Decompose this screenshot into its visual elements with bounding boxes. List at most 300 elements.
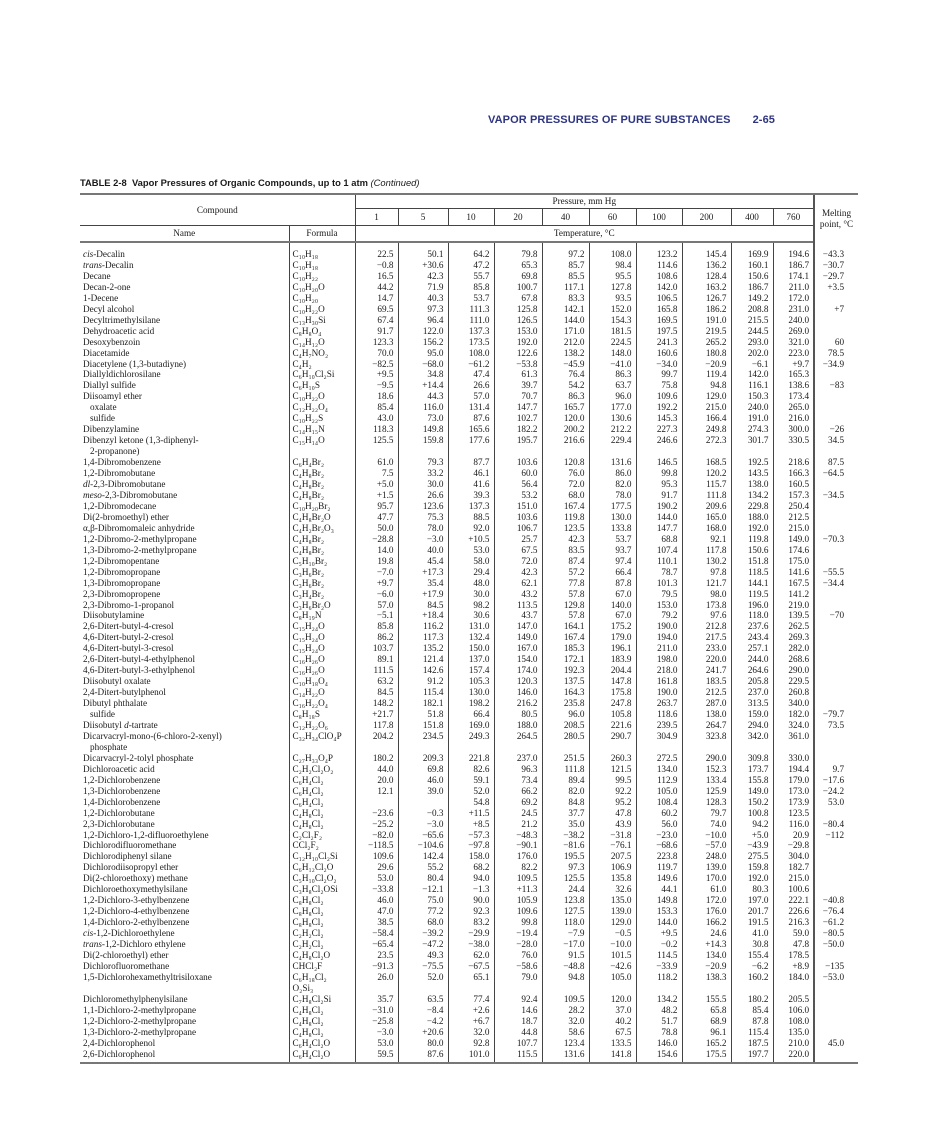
temperature-value: 87.4 [542,556,589,567]
compound-name-text: Dibutyl phthalate [83,698,148,709]
temperature-value: 96.0 [542,709,589,720]
temperature-value: 160.2 [731,972,773,983]
compound-formula: C₁₀H₂₂O [289,391,355,402]
temperature-value: 280.5 [542,731,589,742]
temperature-value: 160.5 [773,479,814,490]
temperature-value: 148.2 [355,698,398,709]
temperature-value: 86.3 [542,391,589,402]
temperature-value: 93.7 [589,545,636,556]
compound-name [80,260,289,271]
melting-point-value: 9.7 [814,764,858,775]
table-row [80,665,858,676]
table-row [80,720,858,731]
compound-name [80,337,289,348]
temperature-value: −75.5 [398,961,448,972]
temperature-value: 134.0 [636,764,682,775]
temperature-value: 96.0 [589,391,636,402]
temperature-value: 207.5 [589,851,636,862]
compound-name [80,1016,289,1027]
temperature-value: 95.2 [589,797,636,808]
temperature-value: 153.3 [636,906,682,917]
temperature-value: 87.7 [448,457,494,468]
compound-name-text: 1,2-Dibromopropane [83,566,161,577]
temperature-value: 209.6 [682,501,731,512]
temperature-value: 41.0 [731,928,773,939]
temperature-value: 103.6 [494,512,542,523]
compound-name [80,687,289,698]
temperature-value: 87.6 [398,1049,448,1063]
compound-name-text: 1,3-Dichlorobenzene [83,785,161,796]
compound-name-text: 1,2-Dibromo-2-methylpropane [83,533,197,544]
compound-formula [289,446,355,457]
temperature-value: 144.0 [636,917,682,928]
temperature-value: 175.5 [682,1049,731,1063]
temperature-value: +10.5 [448,534,494,545]
compound-formula: C₄H₈Br₂ [289,468,355,479]
compound-formula: C₈H₈O₄ [289,326,355,337]
temperature-value: 118.0 [542,917,589,928]
temperature-value: 119.8 [542,512,589,523]
temperature-value: 330.5 [773,435,814,446]
table-row [80,621,858,632]
temperature-value: 109.5 [494,873,542,884]
compound-name [80,808,289,819]
table-row [80,348,858,359]
temperature-value: 290.7 [589,731,636,742]
temperature-value: −4.2 [398,1016,448,1027]
temperature-value: 56.4 [494,479,542,490]
temperature-value: 192.0 [731,523,773,534]
temperature-value: 92.3 [448,906,494,917]
compound-name [80,293,289,304]
temperature-value: 215.0 [773,873,814,884]
temperature-value: 69.8 [494,271,542,282]
temperature-value: 191.0 [731,413,773,424]
compound-formula: C₃H₆Br₂O [289,600,355,611]
compound-name-text: Decyltrimethylsilane [83,314,161,325]
compound-name-text: 1,4-Dibromobenzene [83,457,161,468]
temperature-value: 79.0 [494,972,542,983]
temperature-value: 67.0 [589,610,636,621]
temperature-value: 130.2 [682,556,731,567]
melting-point-value: 34.5 [814,435,858,446]
temperature-value: 94.8 [682,380,731,391]
temperature-value: −0.2 [636,939,682,950]
temperature-value [636,983,682,994]
temperature-value: 91.7 [355,326,398,337]
temperature-value: 70.0 [355,348,398,359]
temperature-value: 192.3 [542,665,589,676]
table-row [80,304,858,315]
temperature-value: 131.4 [448,402,494,413]
temperature-value [398,742,448,753]
compound-name-italic-prefix: meso [83,489,102,500]
temperature-value: 309.8 [731,753,773,764]
temperature-value: 114.6 [636,260,682,271]
temperature-value: −17.0 [542,939,589,950]
temperature-value: 48.2 [636,1005,682,1016]
compound-name-text: 1,2-Dichlorobutane [83,807,155,818]
melting-point-value: −64.5 [814,468,858,479]
temperature-value: 85.8 [448,282,494,293]
temperature-value: −38.0 [448,939,494,950]
compound-formula: C₃H₆Br₂ [289,567,355,578]
temperature-value: 120.2 [682,468,731,479]
table-row [80,242,858,260]
compound-header: Compound [80,194,355,226]
temperature-value: 239.5 [636,720,682,731]
temperature-value: 166.3 [773,468,814,479]
temperature-value: 133.8 [589,523,636,534]
temperature-value [448,742,494,753]
temperature-value [542,742,589,753]
compound-formula: C₁₀H₁₈ [289,260,355,271]
temperature-value: 87.6 [448,413,494,424]
temperature-value: 146.0 [636,1038,682,1049]
temperature-value: 183.9 [589,654,636,665]
temperature-value: 125.9 [682,786,731,797]
table-row [80,830,858,841]
temperature-value: 100.8 [731,808,773,819]
compound-formula: C₁₅H₂₄O [289,621,355,632]
temperature-value [494,446,542,457]
compound-name-text: 1,3-Dichloro-2-methylpropane [83,1026,197,1037]
table-row [80,271,858,282]
compound-name-text: Dibenzylamine [83,424,140,435]
temperature-value: 145.4 [682,242,731,260]
temperature-value: 38.5 [355,917,398,928]
temperature-value: 78.7 [636,567,682,578]
compound-name [80,709,289,720]
temperature-value: 54.8 [448,797,494,808]
melting-point-value [814,698,858,709]
temperature-value: 144.0 [636,512,682,523]
temperature-value: 68.2 [448,862,494,873]
temperature-value: +1.5 [355,490,398,501]
temperature-value: 97.4 [589,556,636,567]
temperature-value: 95.7 [355,501,398,512]
temperature-value: 130.0 [589,512,636,523]
temperature-value: 82.6 [448,764,494,775]
temperature-value: 87.8 [731,1016,773,1027]
temperature-value: 68.8 [636,534,682,545]
temperature-value: 120.0 [542,413,589,424]
temperature-value: 75.3 [398,512,448,523]
compound-name-text: 1,2-Dichloro-4-ethylbenzene [83,906,190,917]
temperature-value: 97.8 [682,567,731,578]
melting-point-value [814,983,858,994]
temperature-value: 46.0 [355,895,398,906]
table-row [80,501,858,512]
compound-name-text: 1,2-Dibromodecane [83,500,157,511]
temperature-value: 165.8 [636,304,682,315]
temperature-value: 35.7 [355,994,398,1005]
compound-name-suffix: -Decalin [101,259,134,270]
temperature-value: 134.2 [636,994,682,1005]
temperature-value: 237.6 [731,621,773,632]
table-row [80,884,858,895]
temperature-value: 43.0 [355,413,398,424]
temperature-value: −28.0 [494,939,542,950]
temperature-value: 99.8 [494,917,542,928]
temperature-header: Temperature, °C [355,226,814,243]
temperature-value: 111.8 [542,764,589,775]
compound-name [80,819,289,830]
temperature-value: 91.5 [542,950,589,961]
table-row [80,402,858,413]
table-title [80,177,420,188]
temperature-value: 205.8 [731,676,773,687]
temperature-value: 135.8 [589,873,636,884]
temperature-value: 122.0 [398,326,448,337]
temperature-value: 108.6 [636,271,682,282]
temperature-value: 340.0 [773,698,814,709]
temperature-value: 220.0 [773,1049,814,1063]
compound-formula: C₄H₈Br₂ [289,534,355,545]
temperature-value: 237.0 [731,687,773,698]
temperature-value: 222.1 [773,895,814,906]
temperature-value: 160.6 [636,348,682,359]
compound-name-text: Dichlorodiphenyl silane [83,851,172,862]
compound-name-suffix: -2,3-Dibromobutane [101,489,178,500]
temperature-value: 129.8 [542,600,589,611]
temperature-value: 125.5 [355,435,398,446]
name-header: Name [80,226,289,243]
temperature-value: 204.4 [589,665,636,676]
melting-point-value [814,1016,858,1027]
compound-formula: C₃H₈Cl₂OSi [289,884,355,895]
table-row [80,260,858,271]
temperature-value: 65.3 [494,260,542,271]
compound-name-text: 1,2-Dichloro-1,2-difluoroethylene [83,829,209,840]
temperature-value: 146.0 [494,687,542,698]
compound-name [80,786,289,797]
temperature-value: 192.0 [494,337,542,348]
temperature-value: 35.4 [398,578,448,589]
melting-point-value: −79.7 [814,709,858,720]
melting-point-value: −61.2 [814,917,858,928]
temperature-value: 361.0 [773,731,814,742]
temperature-value: +8.9 [773,961,814,972]
temperature-value: 141.8 [589,1049,636,1063]
melting-point-value [814,1027,858,1038]
temperature-value: 293.0 [731,337,773,348]
temperature-value: +30.6 [398,260,448,271]
temperature-value: 202.0 [731,348,773,359]
temperature-value [448,446,494,457]
pressure-column-header: 200 [682,209,731,226]
temperature-value: 323.8 [682,731,731,742]
temperature-value: −31.8 [589,830,636,841]
temperature-value: 63.2 [355,676,398,687]
melting-point-value: −80.5 [814,928,858,939]
table-row [80,369,858,380]
compound-name [80,457,289,468]
compound-name [80,906,289,917]
compound-name [80,950,289,961]
temperature-value: 115.4 [731,1027,773,1038]
temperature-value: 192.5 [731,457,773,468]
compound-name-text: 1,4-Dichlorobenzene [83,796,161,807]
compound-formula: C₁₀H₂₂O [289,304,355,315]
temperature-value: 130.6 [589,413,636,424]
temperature-value: 68.0 [542,490,589,501]
compound-name [80,764,289,775]
table-row [80,315,858,326]
temperature-value: 196.1 [589,643,636,654]
temperature-value: −45.9 [542,359,589,370]
temperature-value: 60.2 [636,808,682,819]
running-head [488,114,775,126]
table-row [80,534,858,545]
temperature-value: 28.2 [542,1005,589,1016]
temperature-value: 125.5 [542,873,589,884]
temperature-value: 30.0 [398,479,448,490]
temperature-value: 178.5 [773,950,814,961]
table-row [80,698,858,709]
temperature-value [494,742,542,753]
melting-point-value: −55.5 [814,567,858,578]
table-row [80,337,858,348]
melting-point-value: 78.5 [814,348,858,359]
melting-point-value: +3.5 [814,282,858,293]
temperature-value: 30.6 [448,610,494,621]
temperature-value: −7.9 [542,928,589,939]
temperature-value: 123.4 [542,1038,589,1049]
compound-name-text: 1,3-Dibromopropane [83,577,161,588]
temperature-value: 118.0 [731,610,773,621]
compound-name [80,720,289,731]
temperature-value: 66.4 [448,709,494,720]
table-row [80,391,858,402]
temperature-value: 85.5 [542,271,589,282]
temperature-value: −0.5 [589,928,636,939]
table-row [80,819,858,830]
temperature-value: 57.8 [542,610,589,621]
temperature-value: 91.2 [398,676,448,687]
temperature-value: 167.0 [494,643,542,654]
temperature-value [636,742,682,753]
temperature-value: 147.7 [494,402,542,413]
temperature-value: 148.0 [589,348,636,359]
table-row [80,545,858,556]
temperature-value: +5.0 [355,479,398,490]
temperature-value: 47.7 [355,512,398,523]
temperature-value: +17.9 [398,589,448,600]
compound-name [80,994,289,1005]
compound-name-italic-prefix: dl [83,479,91,490]
melting-point-value [814,753,858,764]
table-row [80,840,858,851]
temperature-value: +9.5 [636,928,682,939]
temperature-value: 196.0 [731,600,773,611]
temperature-value: 109.6 [636,391,682,402]
compound-name-text: Diallyldichlorosilane [83,369,161,380]
melting-point-value [814,402,858,413]
table-row [80,676,858,687]
temperature-value: 80.0 [398,1038,448,1049]
temperature-value: 219.5 [682,326,731,337]
temperature-value: 79.5 [636,589,682,600]
table-row [80,906,858,917]
temperature-value: 72.0 [494,556,542,567]
temperature-value: 181.5 [589,326,636,337]
compound-name-text: α,β-Dibromomaleic anhydride [83,522,195,533]
compound-formula: C₈H₈Cl₂ [289,906,355,917]
compound-formula: C₁₅H₂₄O [289,632,355,643]
table-row [80,326,858,337]
temperature-value: 49.3 [398,950,448,961]
compound-name-text: phosphate [90,741,128,752]
temperature-value: −48.3 [494,830,542,841]
compound-name [80,731,289,742]
temperature-value: 155.4 [731,950,773,961]
compound-name-text: 2,3-Dichlorobutane [83,818,155,829]
temperature-value: 85.7 [542,260,589,271]
compound-name [80,928,289,939]
temperature-value: 40.3 [398,293,448,304]
temperature-value: 25.7 [494,534,542,545]
temperature-value: 166.4 [682,413,731,424]
temperature-value: 138.0 [682,709,731,720]
temperature-value: 92.4 [494,994,542,1005]
temperature-value: 221.8 [448,753,494,764]
melting-point-value: 53.0 [814,797,858,808]
melting-point-value: 45.0 [814,1038,858,1049]
temperature-value: 79.3 [398,457,448,468]
temperature-value: 131.6 [589,457,636,468]
pressure-header: Pressure, mm Hg [355,194,814,209]
compound-name-text: Diisobutylamine [83,610,145,621]
temperature-value: 109.5 [542,994,589,1005]
temperature-value: 139.5 [773,610,814,621]
temperature-value: 50.0 [355,523,398,534]
temperature-value: +14.3 [682,939,731,950]
melting-point-value [814,873,858,884]
temperature-value: −6.2 [731,961,773,972]
compound-name [80,775,289,786]
pressure-column-header: 40 [542,209,589,226]
compound-formula: C₄H₇NO₂ [289,348,355,359]
temperature-value: 173.7 [731,764,773,775]
temperature-value: 115.7 [682,479,731,490]
compound-name-suffix: -1,2-Dichloro ethylene [101,939,186,950]
pressure-column-header: 1 [355,209,398,226]
temperature-value: 233.0 [682,643,731,654]
temperature-value: 304.0 [773,851,814,862]
compound-name [80,304,289,315]
temperature-value: 16.5 [355,271,398,282]
temperature-value: 105.0 [636,786,682,797]
table-row [80,687,858,698]
compound-formula: C₄H₈Cl₂ [289,1016,355,1027]
temperature-value: 83.2 [448,917,494,928]
melting-point-value: −70 [814,610,858,621]
melting-point-value [814,369,858,380]
temperature-value: 160.1 [731,260,773,271]
temperature-value: 188.0 [731,512,773,523]
temperature-value: 141.6 [773,567,814,578]
compound-name [80,1027,289,1038]
temperature-value [494,983,542,994]
temperature-value: 62.1 [494,578,542,589]
compound-name-italic-prefix: trans [83,259,102,270]
temperature-value: 53.0 [448,545,494,556]
temperature-value: −82.5 [355,359,398,370]
compound-formula: C₈H₈Cl₂ [289,895,355,906]
temperature-value: 76.0 [542,468,589,479]
temperature-value [682,983,731,994]
